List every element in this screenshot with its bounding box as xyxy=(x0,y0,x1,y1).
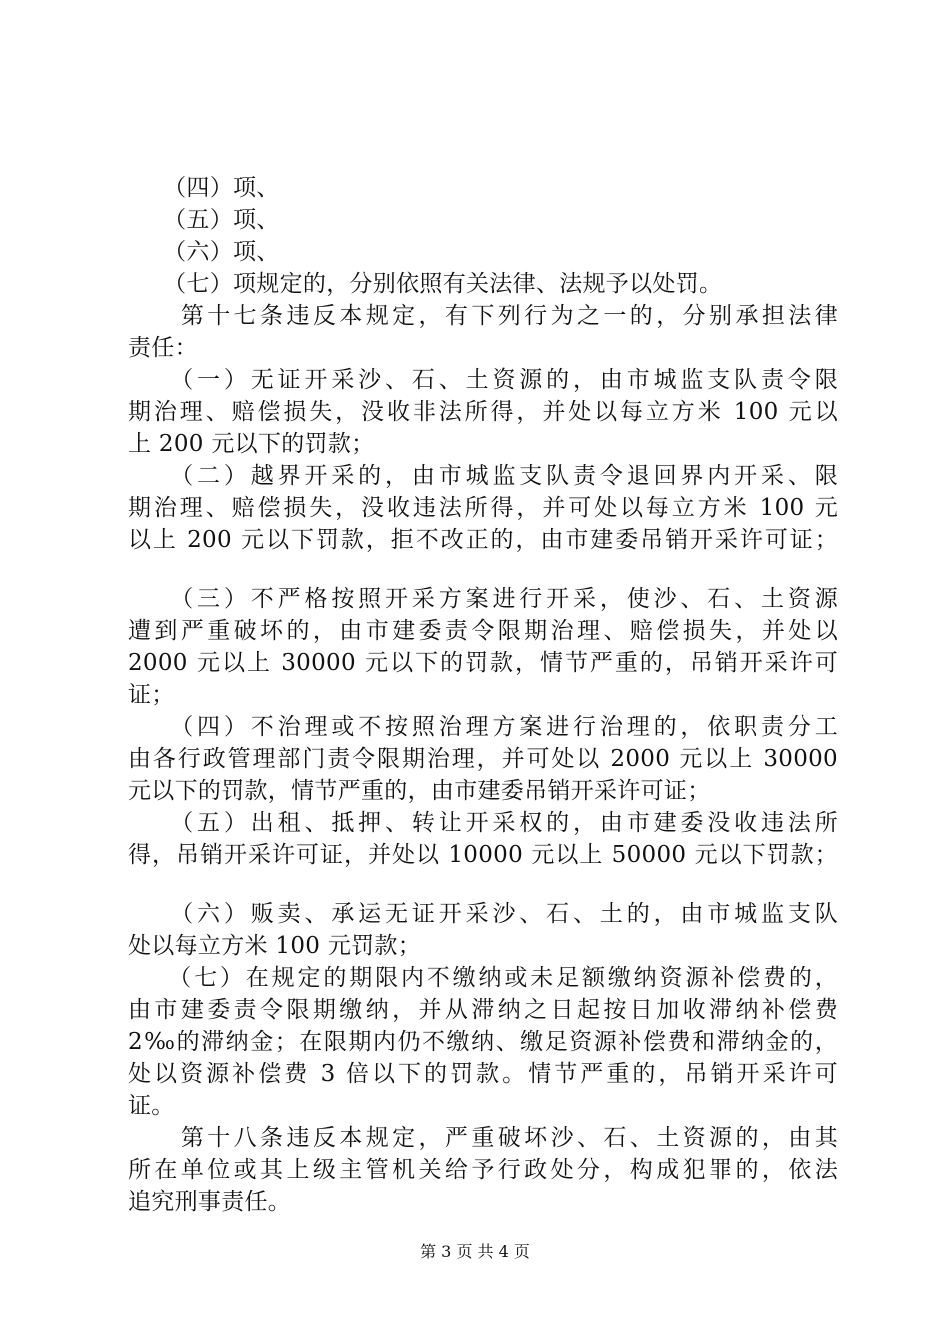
text-line: （五）出租、抵押、转让开采权的，由市建委没收违法所 xyxy=(128,810,838,836)
text-line: （七）项规定的，分别依照有关法律、法规予以处罚。 xyxy=(128,271,723,297)
text-line: 证； xyxy=(128,682,175,708)
text-line: 由市建委责令限期缴纳，并从滞纳之日起按日加收滞纳补偿费 xyxy=(128,997,838,1023)
text-line: 遭到严重破坏的，由市建委责令限期治理、赔偿损失，并处以 xyxy=(128,618,838,644)
text-line: 责任： xyxy=(128,335,198,361)
text-line: （六）贩卖、承运无证开采沙、石、土的，由市城监支队 xyxy=(128,901,838,927)
text-line: （二）越界开采的，由市城监支队责令退回界内开采、限 xyxy=(128,463,838,489)
text-line: （四）项、 xyxy=(128,175,280,201)
text-line: （三）不严格按照开采方案进行开采，使沙、石、土资源 xyxy=(128,586,838,612)
text-line: 得，吊销开采许可证，并处以 10000 元以上 50000 元以下罚款； xyxy=(128,842,838,868)
text-line: 以上 200 元以下罚款，拒不改正的，由市建委吊销开采许可证； xyxy=(128,527,838,553)
document-body xyxy=(128,172,838,1218)
text-line: 第十八条违反本规定，严重破坏沙、石、土资源的，由其 xyxy=(128,1125,838,1151)
text-line: 所在单位或其上级主管机关给予行政处分，构成犯罪的，依法 xyxy=(128,1157,838,1183)
text-line: 第十七条违反本规定，有下列行为之一的，分别承担法律 xyxy=(128,303,838,329)
paragraph-gap xyxy=(128,871,838,898)
text-line: 处以资源补偿费 3 倍以下的罚款。情节严重的，吊销开采许可 xyxy=(128,1061,838,1087)
text-line: 期治理、赔偿损失，没收非法所得，并处以每立方米 100 元以 xyxy=(128,399,838,425)
text-line: 证。 xyxy=(128,1093,175,1119)
text-line: 2000 元以上 30000 元以下的罚款，情节严重的，吊销开采许可 xyxy=(128,650,838,676)
text-line: 期治理、赔偿损失，没收违法所得，并可处以每立方米 100 元 xyxy=(128,495,838,521)
text-line: （六）项、 xyxy=(128,239,280,265)
text-line: 追究刑事责任。 xyxy=(128,1189,292,1215)
text-line: 由各行政管理部门责令限期治理，并可处以 2000 元以上 30000 xyxy=(128,746,838,772)
paragraph-gap xyxy=(128,556,838,583)
text-line: （七）在规定的期限内不缴纳或未足额缴纳资源补偿费的， xyxy=(128,965,838,991)
text-line: （四）不治理或不按照治理方案进行治理的，依职责分工 xyxy=(128,714,838,740)
text-line: 2‰的滞纳金；在限期内仍不缴纳、缴足资源补偿费和滞纳金的， xyxy=(128,1029,838,1055)
text-line: （五）项、 xyxy=(128,207,280,233)
page-number: 第 3 页 共 4 页 xyxy=(420,1242,530,1261)
text-line: （一）无证开采沙、石、土资源的，由市城监支队责令限 xyxy=(128,367,838,393)
text-line: 处以每立方米 100 元罚款； xyxy=(128,933,422,959)
text-line: 上 200 元以下的罚款； xyxy=(128,431,375,457)
text-line: 元以下的罚款，情节严重的，由市建委吊销开采许可证； xyxy=(128,778,711,804)
